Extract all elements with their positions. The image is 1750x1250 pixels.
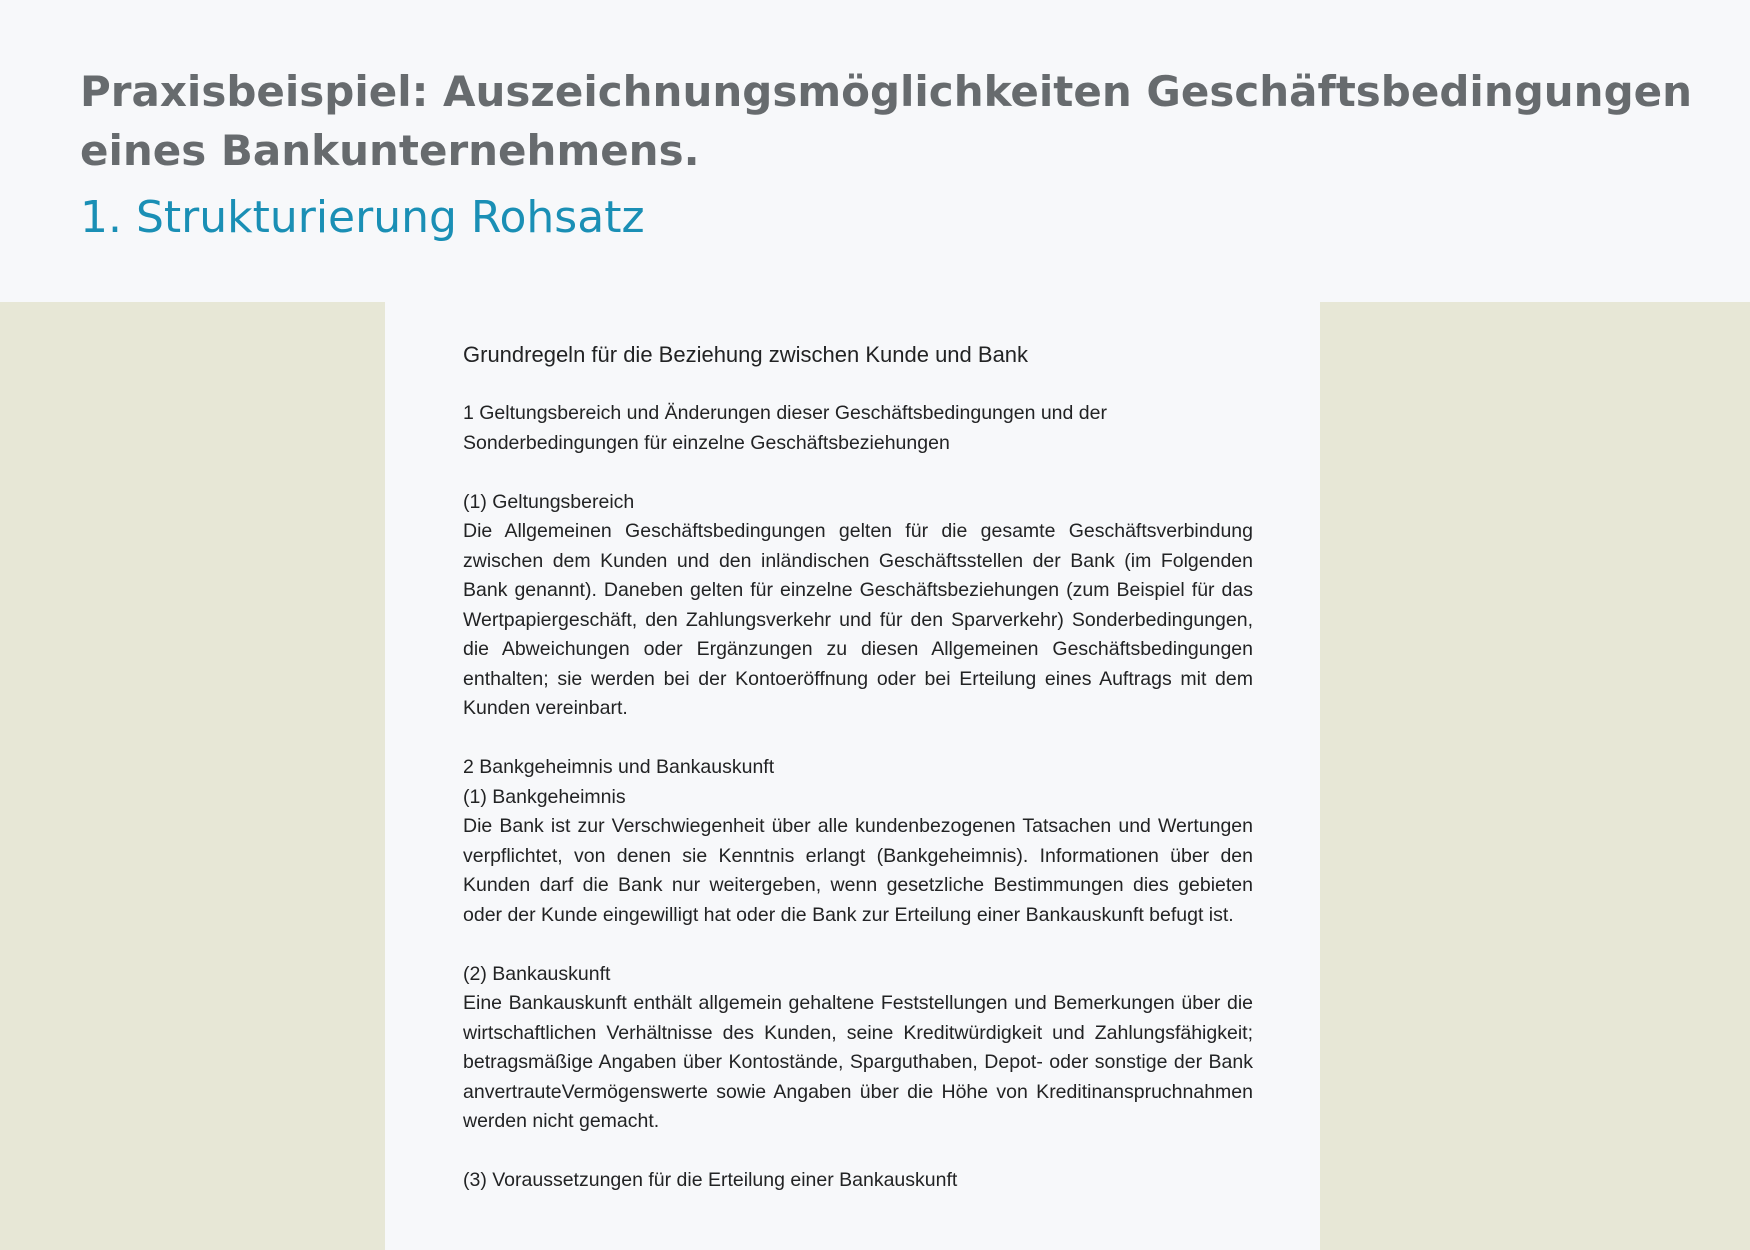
paragraph-body-bankgeheimnis: Die Bank ist zur Verschwiegenheit über alle kundenbezogenen Tatsachen und Wertungen verpflichtet, von denen sie Kenntnis erlangt (Bankgeheimnis). Informationen über den Kunden darf die Bank nur weitergeben, wenn gesetzliche Bestimmungen dies gebieten oder der Kunde eingewilligt hat oder die Bank zur Erteilung einer Bankauskunft befugt ist. xyxy=(463,815,1253,926)
document-page xyxy=(385,302,1320,1250)
section-heading-2: 2 Bankgeheimnis und Bankauskunft xyxy=(463,756,775,778)
paragraph-label-voraussetzungen: (3) Voraussetzungen für die Erteilung einer Bankauskunft xyxy=(463,1169,958,1191)
spacer xyxy=(463,458,1253,488)
paragraph-label-bankgeheimnis: (1) Bankgeheimnis xyxy=(463,785,626,808)
paragraph-label-geltungsbereich: (1) Geltungsbereich xyxy=(463,490,635,513)
spacer xyxy=(463,724,1253,754)
paragraph-body-bankauskunft: Eine Bankauskunft enthält allgemein gehaltene Feststellungen und Bemerkungen über die wirtschaftlichen Verhältnisse des Kunden, seine Kreditwürdigkeit und Zahlungsfähigkeit; betragsmäßige Angaben über Kontostände, Sparguthaben, Depot- oder sonstige der Bank anvertrauteVermögenswerte sowie Angaben über die Höhe von Kreditinanspruchnahmen werden nicht gemacht. xyxy=(463,992,1253,1132)
section-heading-1: 1 Geltungsbereich und Änderungen dieser Geschäftsbedingungen und der Sonderbedingungen für einzelne Geschäftsbeziehungen xyxy=(463,402,1107,454)
page-subtitle: 1. Strukturierung Rohsatz xyxy=(80,192,645,243)
spacer xyxy=(463,1137,1253,1167)
paragraph-body-geltungsbereich: Die Allgemeinen Geschäftsbedingungen gelten für die gesamte Geschäftsverbindung zwischen dem Kunden und den inländischen Geschäftsstellen der Bank (im Folgenden Bank genannt). Daneben gelten für einzelne Geschäftsbeziehungen (zum Beispiel für das Wertpapiergeschäft, den Zahlungsverkehr und für den Sparverkehr) Sonderbedingungen, die Abweichungen oder Ergänzungen zu diesen Allgemeinen Geschäftsbedingungen enthalten; sie werden bei der Kontoeröffnung oder bei Erteilung eines Auftrags mit dem Kunden vereinbart. xyxy=(463,520,1253,719)
spacer xyxy=(463,930,1253,960)
slide-header xyxy=(0,0,1750,302)
paragraph-label-bankauskunft: (2) Bankauskunft xyxy=(463,962,611,985)
document-title: Grundregeln für die Beziehung zwischen Kunde und Bank xyxy=(463,342,1029,367)
document-content xyxy=(463,340,1253,1196)
page-title: Praxisbeispiel: Auszeichnungsmöglichkeiten Geschäftsbedingungen eines Bankunternehmens. xyxy=(80,67,1693,175)
